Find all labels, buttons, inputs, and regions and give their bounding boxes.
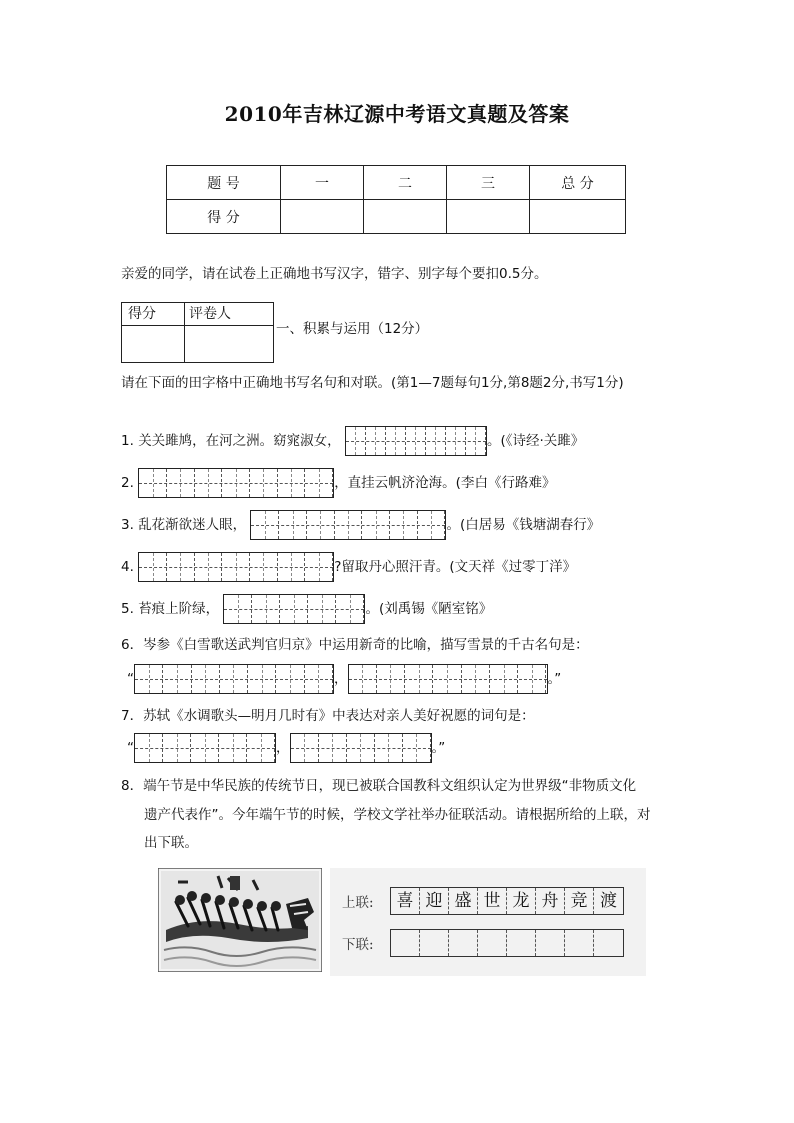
tianzige-answer-grid[interactable] [348,664,548,694]
tianzige-answer-grid[interactable] [223,594,365,624]
question-8-line-2: 遗产代表作”。今年端午节的时候，学校文学社举办征联活动。请根据所给的上联，对 [144,807,651,823]
tianzige-answer-grid[interactable] [134,733,276,763]
question-5 [121,594,492,624]
tianzige-answer-grid[interactable] [138,552,334,582]
lower-couplet-label: 下联: [342,937,374,953]
comma: ， [276,740,290,756]
tianzige-answer-grid[interactable] [134,664,334,694]
upper-couplet-char: 渡 [600,891,617,911]
grader-score-cell[interactable] [122,326,185,363]
upper-couplet-label: 上联: [342,895,374,911]
question-text: 关关雎鸠，在河之洲。窈窕淑女， [138,433,341,449]
instruction-text: 亲爱的同学，请在试卷上正确地书写汉字，错字、别字每个要扣0.5分。 [121,266,548,282]
question-source: 。(白居易《钱塘湖春行》 [446,517,601,533]
lower-couplet-cell[interactable] [594,930,623,956]
close-quote: 。” [547,671,562,687]
close-quote: 。” [431,740,446,756]
upper-couplet-char: 盛 [449,888,478,914]
question-8-line-1: 8．端午节是中华民族的传统节日，现已被联合国教科文组织认定为世界级“非物质文化 [121,778,637,794]
question-2 [121,468,555,498]
question-source: 。(《诗经·关雎》 [486,433,585,449]
upper-couplet-char: 竞 [565,888,594,914]
question-6: 6．岑参《白雪歌送武判官归京》中运用新奇的比喻，描写雪景的千古名句是： [121,637,589,653]
question-number: 1. [121,433,134,449]
dragon-boat-image [158,868,322,972]
question-text: 苔痕上阶绿， [138,601,220,617]
comma: ， [334,671,348,687]
lower-couplet-cell[interactable] [478,930,507,956]
score-input-cell[interactable] [364,200,447,234]
score-input-cell[interactable] [281,200,364,234]
lower-couplet-cell[interactable] [449,930,478,956]
question-source: 。(刘禹锡《陋室铭》 [365,601,493,617]
question-number: 4. [121,559,134,575]
upper-couplet-char: 喜 [391,888,420,914]
score-input-cell[interactable] [447,200,530,234]
question-number: 2. [121,475,134,491]
question-source: ?留取丹心照汗青。(文天祥《过零丁洋》 [334,559,577,575]
grader-table [121,302,274,363]
question-source: ，直挂云帆济沧海。(李白《行路难》 [334,475,556,491]
score-header-cell: 总 分 [530,166,626,200]
tianzige-answer-grid[interactable] [250,510,446,540]
upper-couplet-char: 迎 [420,888,449,914]
question-number: 5. [121,601,134,617]
upper-couplet-char: 舟 [536,888,565,914]
upper-couplet-char: 世 [478,888,507,914]
score-header-cell: 二 [364,166,447,200]
lower-couplet-cell[interactable] [507,930,536,956]
couplet-panel [330,868,646,976]
lower-couplet-cell[interactable] [420,930,449,956]
upper-couplet [390,887,624,915]
section-title: 一、积累与运用（12分） [276,321,429,337]
question-6-answer [127,664,561,694]
question-number: 3. [121,517,134,533]
score-header-cell: 一 [281,166,364,200]
grader-name-label: 评卷人 [185,303,274,326]
question-1 [121,426,584,456]
tianzige-answer-grid[interactable] [290,733,432,763]
score-input-cell[interactable] [530,200,626,234]
score-header-cell: 三 [447,166,530,200]
tianzige-answer-grid[interactable] [345,426,487,456]
question-7-answer [127,733,445,763]
page-title: 2010年吉林辽源中考语文真题及答案 [224,102,570,126]
question-7: 7．苏轼《水调歌头—明月几时有》中表达对亲人美好祝愿的词句是： [121,708,535,724]
grader-score-label: 得分 [122,303,185,326]
lower-couplet-cell[interactable] [536,930,565,956]
upper-couplet-char: 龙 [507,888,536,914]
score-header-cell: 题 号 [167,166,281,200]
score-table [166,165,626,234]
question-8-line-3: 出下联。 [144,835,198,851]
grader-name-cell[interactable] [185,326,274,363]
lower-couplet-cell[interactable] [565,930,594,956]
open-quote: “ [127,671,134,687]
section-instruction: 请在下面的田字格中正确地书写名句和对联。(第1—7题每句1分,第8题2分,书写1分) [121,375,624,391]
lower-couplet-cell[interactable] [391,930,420,956]
question-3 [121,510,600,540]
tianzige-answer-grid[interactable] [138,468,334,498]
lower-couplet-answer[interactable] [390,929,624,957]
question-4 [121,552,576,582]
open-quote: “ [127,740,134,756]
question-text: 乱花渐欲迷人眼， [138,517,247,533]
score-row-label: 得 分 [167,200,281,234]
